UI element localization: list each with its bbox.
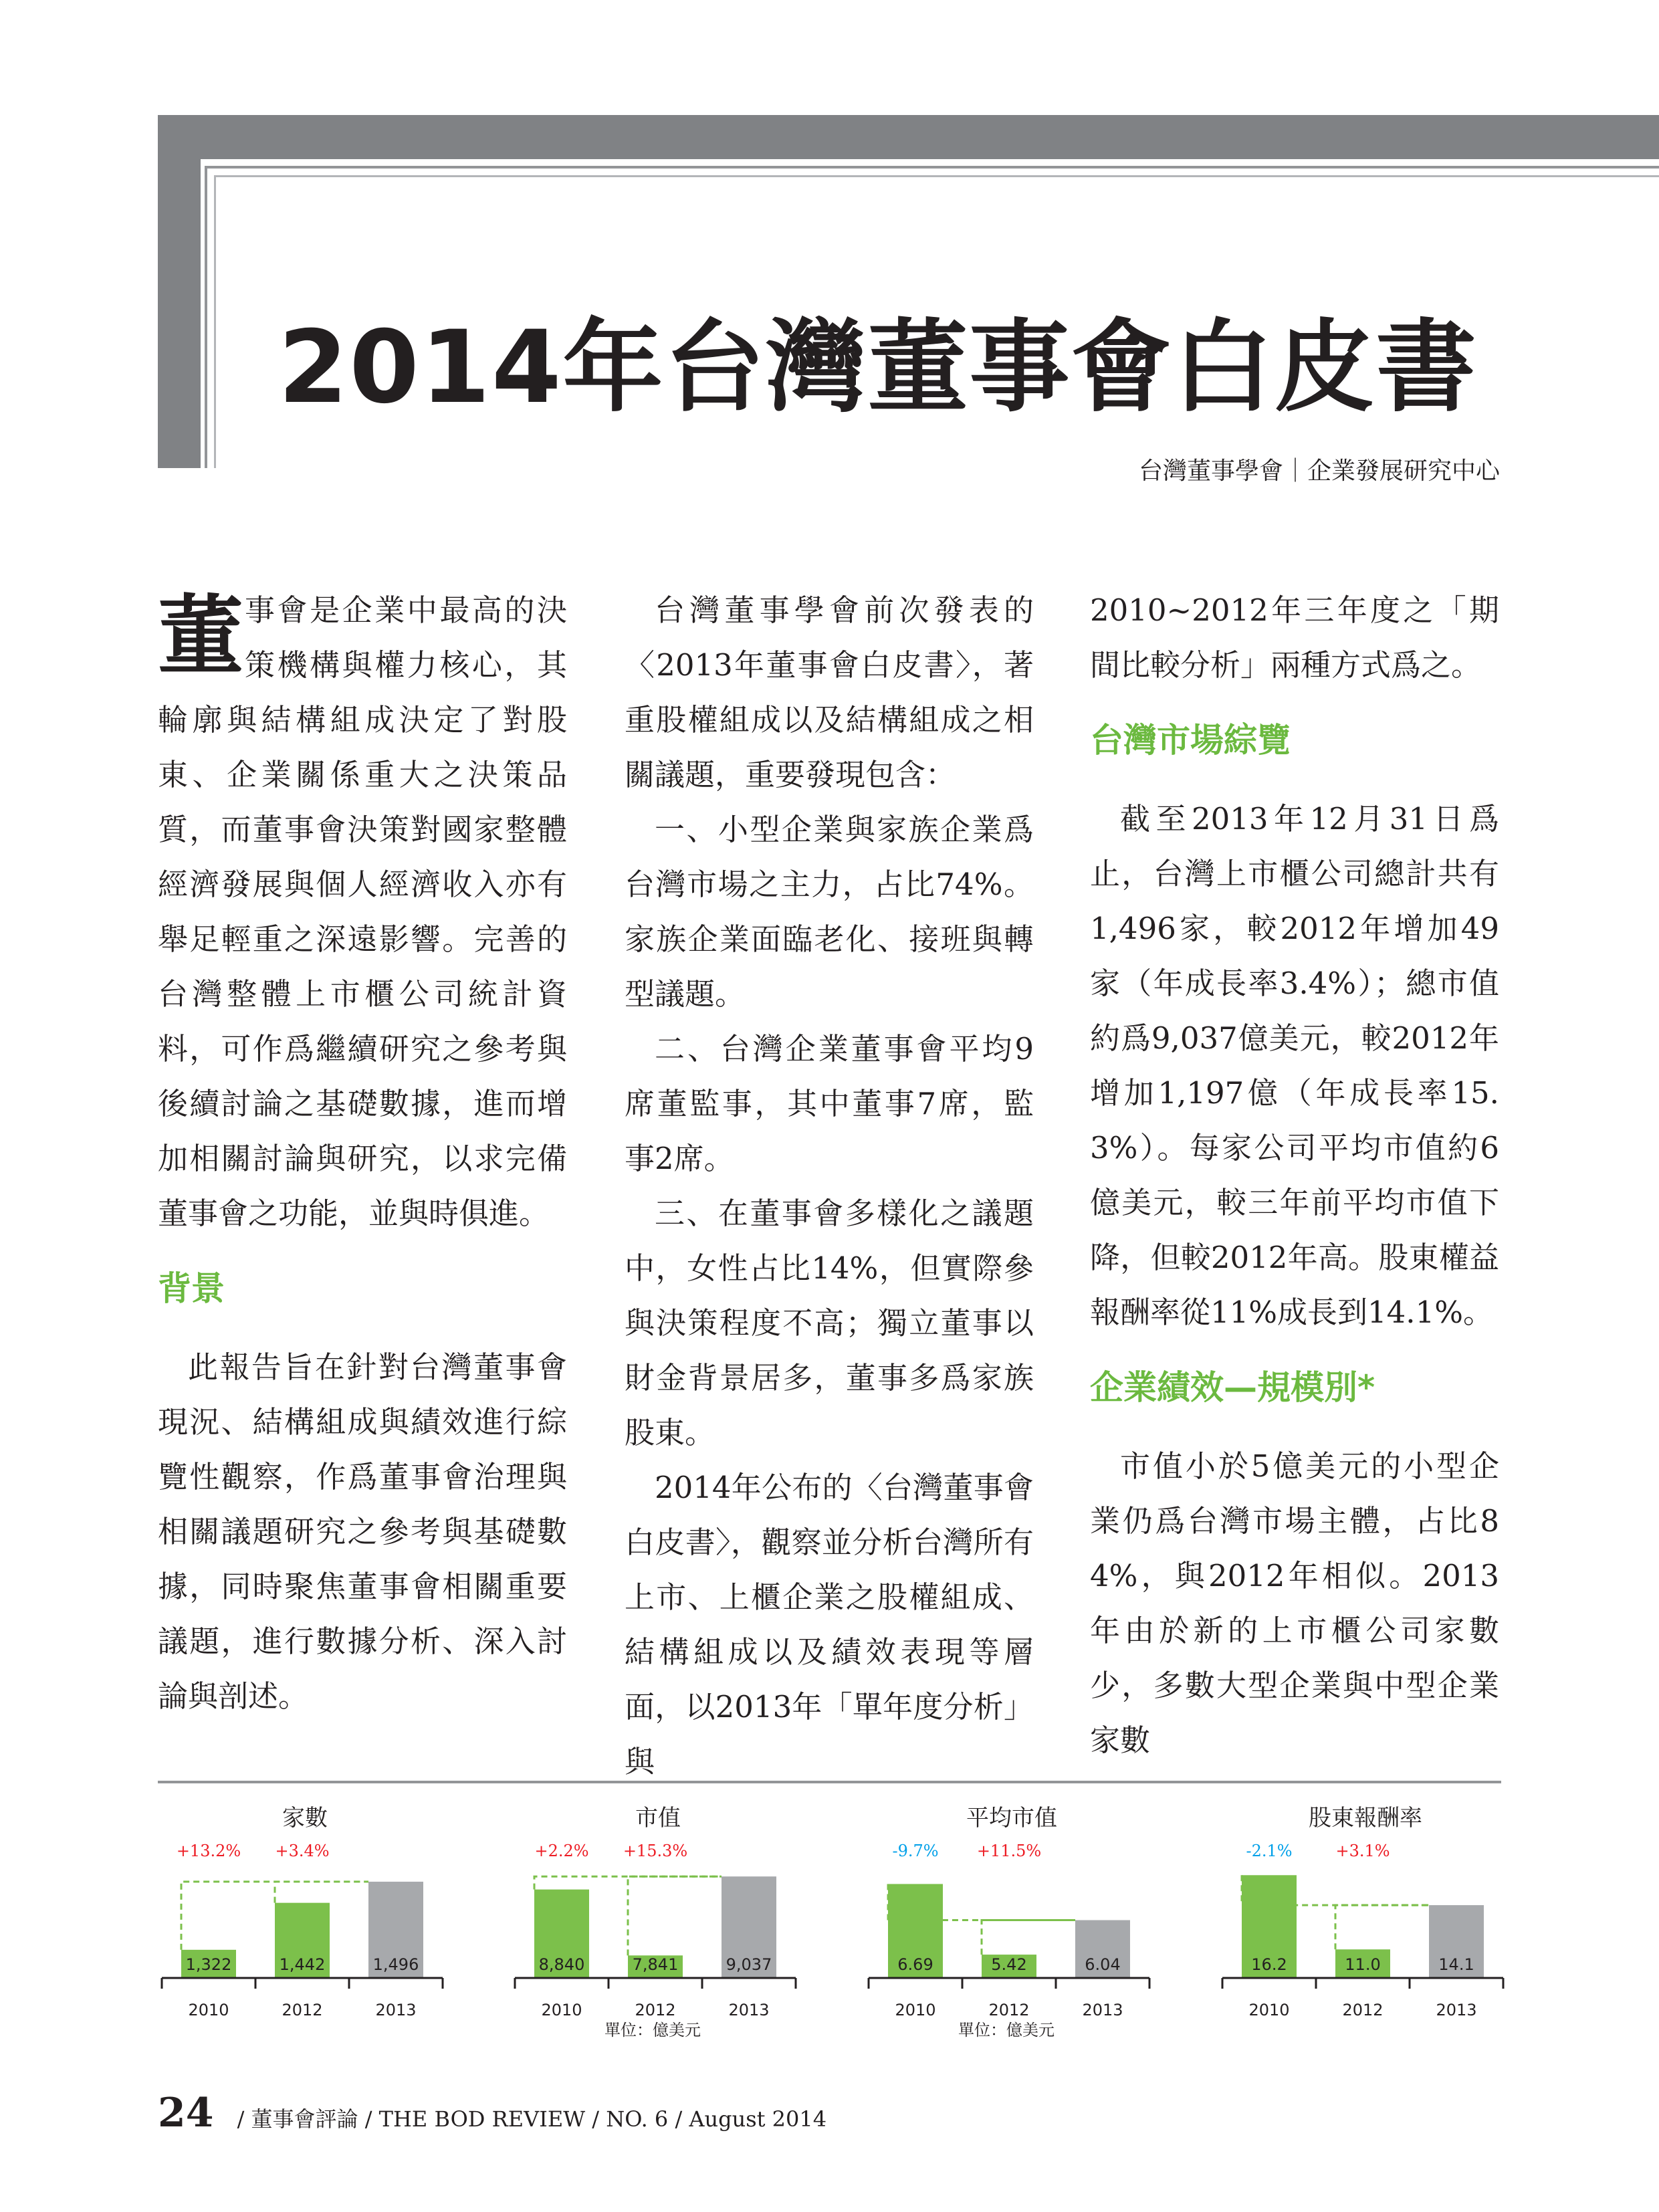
chart-change-label: +3.4% [275,1842,330,1860]
chart-svg [511,1799,805,2019]
chart-tick-label: 2012 [988,2001,1030,2019]
chart-tick-label: 2012 [282,2001,323,2019]
header-left-bar [158,115,201,468]
chart-title: 股東報酬率 [1309,1805,1422,1832]
chart-tick-label: 2012 [1342,2001,1384,2019]
chart-change-label: +11.5% [976,1842,1042,1860]
chart-value-label: 5.42 [991,1955,1027,1974]
chart-title: 市值 [635,1805,681,1832]
chart-change-label: +3.1% [1335,1842,1390,1860]
chart-value-label: 11.0 [1345,1955,1381,1974]
chart-svg [1218,1799,1513,2019]
column-1 [158,583,567,1724]
header-top-bar [158,115,1659,159]
chart-value-label: 6.69 [897,1955,933,1974]
chart-svg [158,1799,452,2019]
chart-value-label: 1,442 [279,1955,326,1974]
chart-tick-label: 2010 [895,2001,936,2019]
chart-change-label: -2.1% [1246,1842,1293,1860]
header-frame-line [205,166,207,468]
page-footer [158,2090,826,2136]
chart-svg [865,1799,1159,2019]
finding-paragraph-2: 二、台灣企業董事會平均9席董監事，其中董事7席，監事2席。 [625,1031,1034,1176]
chart-value-label: 1,496 [372,1955,419,1974]
chart-tick-label: 2012 [635,2001,676,2019]
drop-cap: 董 [158,586,244,686]
chart-change-label: +13.2% [176,1842,241,1860]
body-paragraph: 市值小於5億美元的小型企業仍爲台灣市場主體，占比84%，與2012年相似。2013年由於新的上市櫃公司家數少，多數大型企業與中型企業家數 [1090,1448,1499,1758]
chart-top-rule [158,1781,1501,1783]
header-frame-line [214,175,1659,177]
chart-title: 平均市值 [966,1805,1057,1832]
chart-value-label: 9,037 [726,1955,772,1974]
body-paragraph: 截至2013年12月31日爲止，台灣上市櫃公司總計共有1,496家，較2012年增加49家（年成長率3.4%）；總市值約爲9,037億美元，較2012年增加1,197億（年成長率15.3%）。每家公司平均市值約6億美元，較三年前平均市值下降，但較2012年高。股東權益報酬率從11%成長到14.1%。 [1090,801,1499,1330]
page-title: 2014年台灣董事會白皮書 [278,310,1478,426]
body-paragraph: 台灣董事學會前次發表的〈2013年董事會白皮書〉，著重股權組成以及結構組成之相關議題，重要發現包含： [625,592,1034,792]
chart-value-label: 8,840 [538,1955,585,1974]
header-frame-line [214,175,216,468]
body-paragraph: 此報告旨在針對台灣董事會現況、結構組成與績效進行綜覽性觀察，作爲董事會治理與相關議題研究之參考與基礎數據，同時聚焦董事會相關重要議題，進行數據分析、深入討論與剖述。 [158,1349,567,1714]
column-2 [625,583,1034,1789]
chart-change-label: +2.2% [534,1842,589,1860]
chart-unit-label: 單位：億美元 [958,2021,1055,2039]
body-paragraph: 2014年公布的〈台灣董事會白皮書〉，觀察並分析台灣所有上市、上櫃企業之股權組成、結構組成以及績效表現等層面，以2013年「單年度分析」與 [625,1470,1034,1779]
chart-average-market-value [865,1799,1159,2046]
section-heading-performance: 企業績效—規模別* [1090,1368,1375,1407]
footer-publication: / 董事會評論 / THE BOD REVIEW / NO. 6 / August 2014 [237,2106,827,2132]
chart-title: 家數 [282,1805,328,1832]
body-paragraph: 2010~2012年三年度之「期間比較分析」兩種方式爲之。 [1090,592,1499,683]
chart-tick-label: 2010 [541,2001,582,2019]
chart-change-bracket [982,1920,1075,1955]
chart-value-label: 14.1 [1438,1955,1474,1974]
chart-value-label: 16.2 [1251,1955,1287,1974]
chart-change-label: +15.3% [623,1842,688,1860]
chart-market-value [511,1799,805,2046]
column-3 [1090,583,1499,1768]
chart-tick-label: 2010 [1248,2001,1290,2019]
chart-change-bracket [275,1882,368,1903]
finding-paragraph-1: 一、小型企業與家族企業爲台灣市場之主力，占比74%。家族企業面臨老化、接班與轉型議題。 [625,812,1034,1012]
page-number: 24 [158,2090,214,2136]
chart-tick-label: 2013 [1082,2001,1123,2019]
byline: 台灣董事學會｜企業發展研究中心 [1138,457,1500,485]
chart-value-label: 1,322 [185,1955,232,1974]
chart-tick-label: 2013 [375,2001,417,2019]
chart-change-bracket [628,1876,722,1955]
chart-change-bracket [1335,1905,1429,1949]
chart-shareholder-return [1218,1799,1513,2046]
chart-unit-label: 單位：億美元 [604,2021,701,2039]
intro-paragraph [158,583,567,1241]
chart-company-count [158,1799,452,2046]
header-frame-line [205,166,1659,169]
section-heading-background: 背景 [158,1269,225,1308]
chart-tick-label: 2013 [728,2001,770,2019]
section-heading-market-overview: 台灣市場綜覽 [1090,721,1291,760]
intro-text: 事會是企業中最高的決策機構與權力核心，其輪廓與結構組成決定了對股東、企業關係重大之決策品質，而董事會決策對國家整體經濟發展與個人經濟收入亦有舉足輕重之深遠影響。完善的台灣整體上市櫃公司統計資料，可作爲繼續研究之參考與後續討論之基礎數據，進而增加相關討論與研究，以求完備董事會之功能，並與時俱進。 [158,592,567,1231]
chart-change-label: -9.7% [892,1842,939,1860]
chart-value-label: 7,841 [632,1955,679,1974]
finding-paragraph-3: 三、在董事會多樣化之議題中，女性占比14%，但實際參與決策程度不高；獨立董事以財金背景居多，董事多爲家族股東。 [625,1196,1034,1450]
chart-tick-label: 2010 [188,2001,229,2019]
chart-value-label: 6.04 [1085,1955,1121,1974]
chart-tick-label: 2013 [1436,2001,1477,2019]
